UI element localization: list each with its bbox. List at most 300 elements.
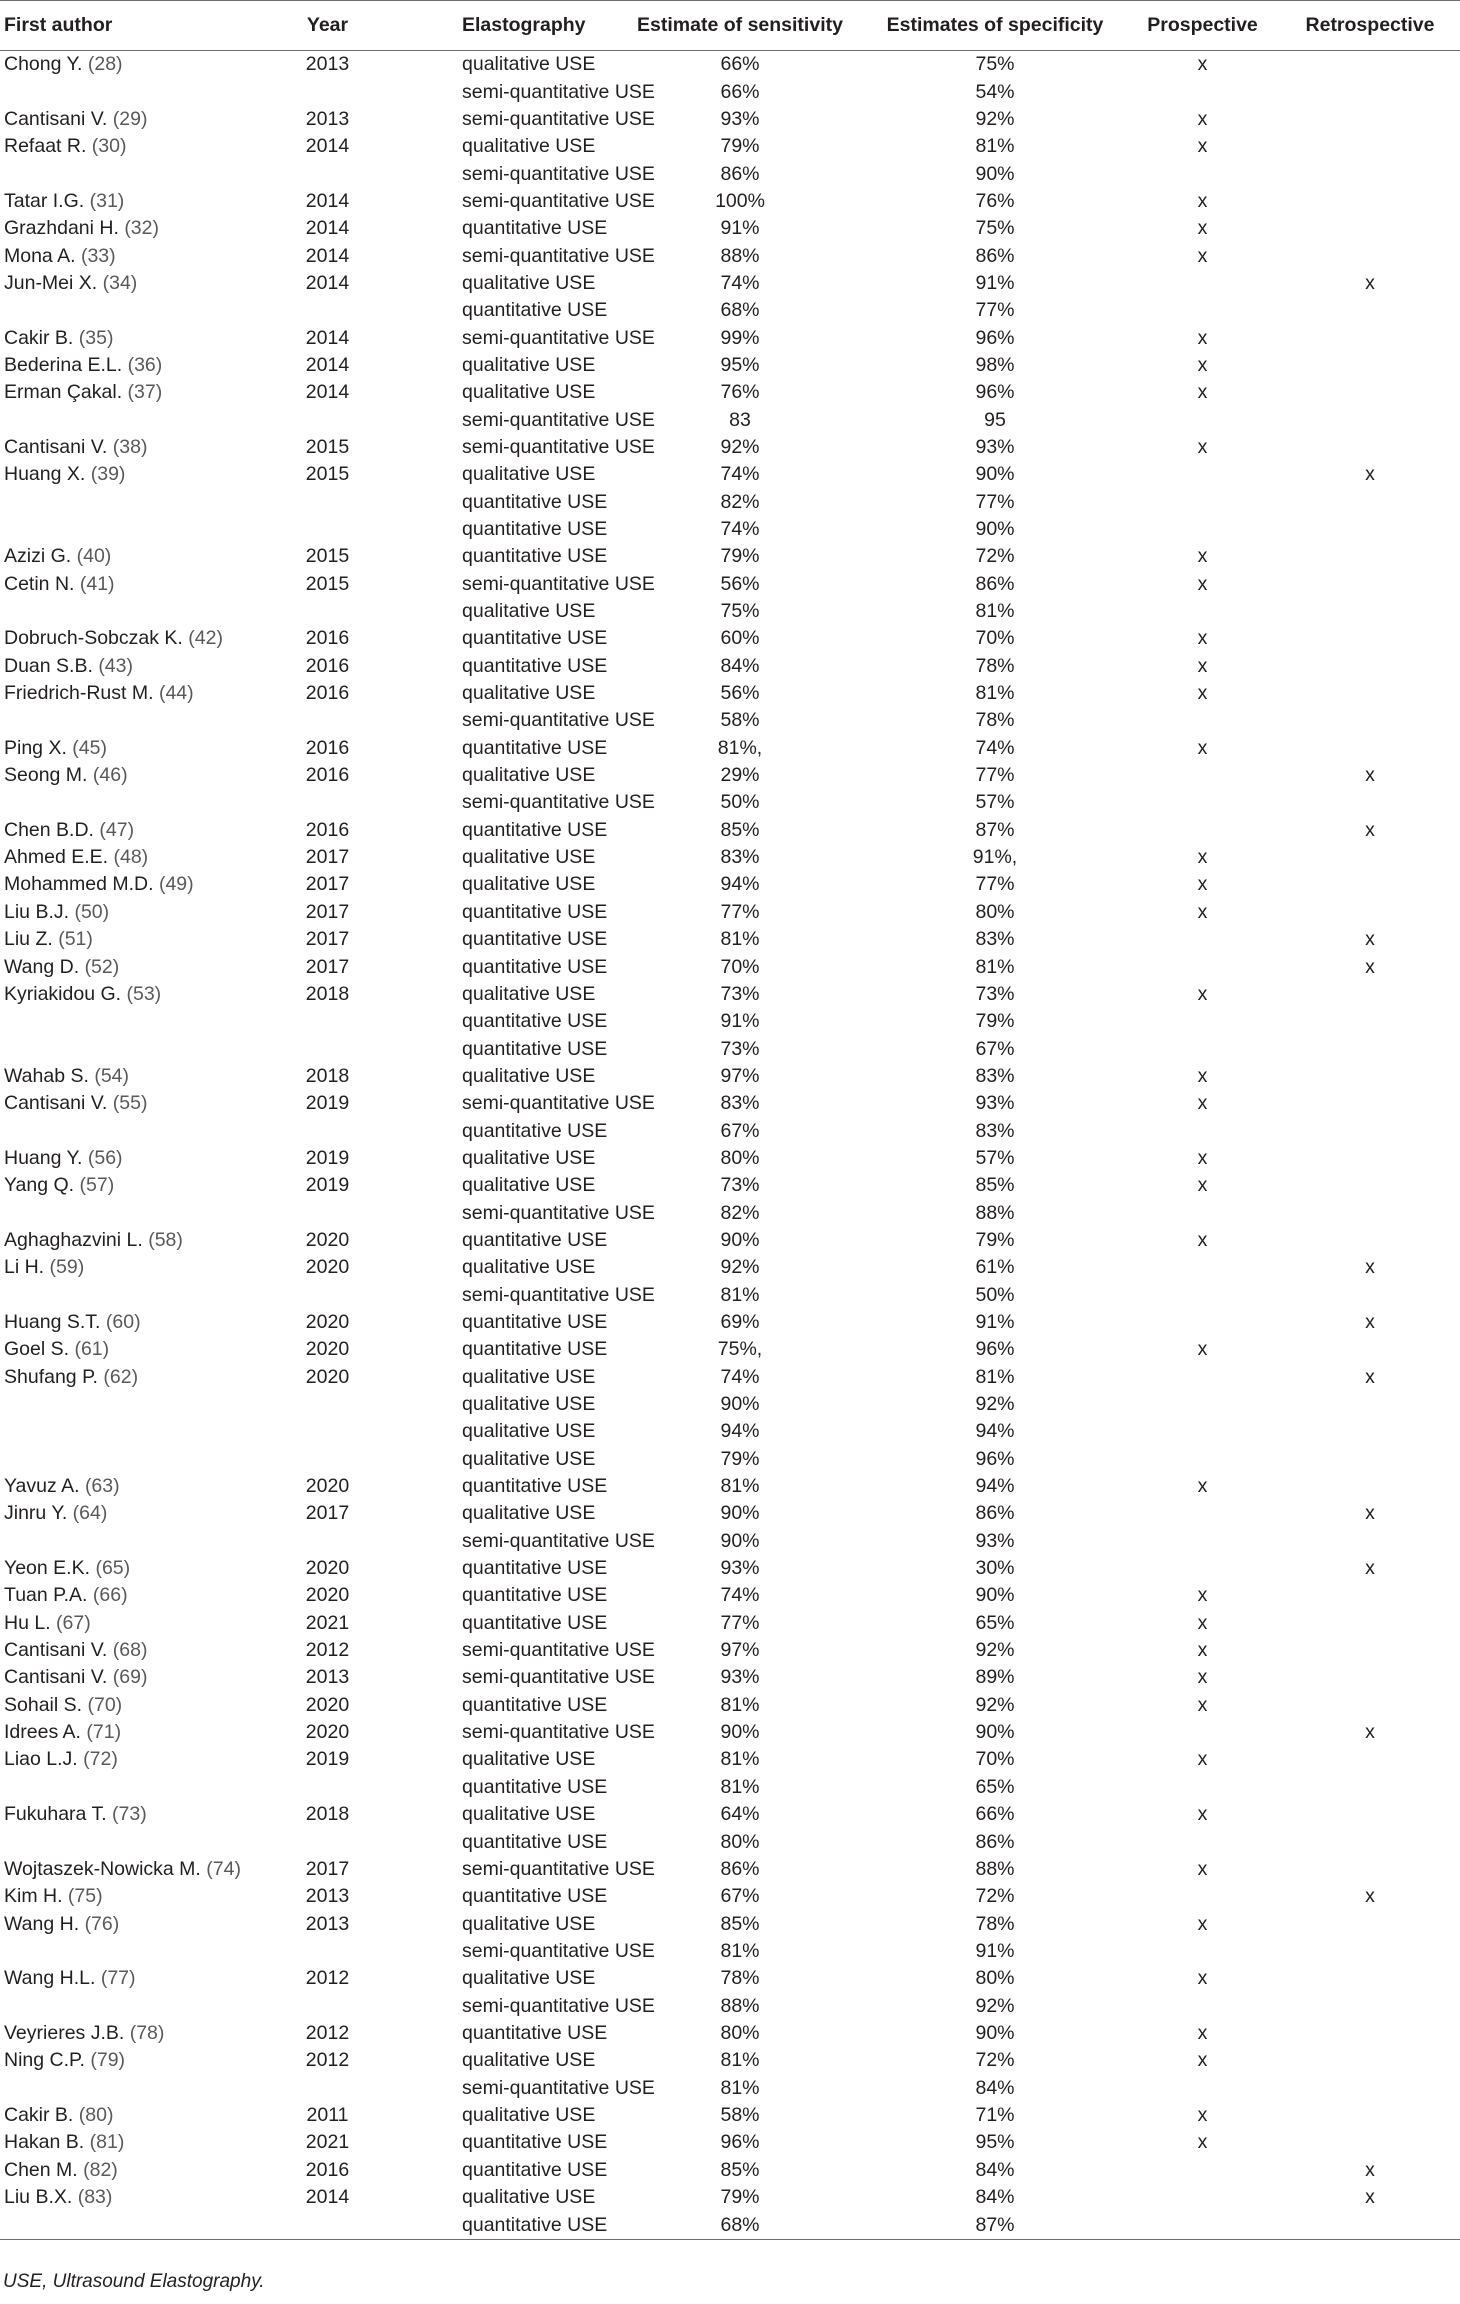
cell-retrospective — [1280, 1199, 1460, 1226]
cell-sensitivity: 66% — [720, 53, 760, 76]
author-name: Wang D. — [4, 955, 80, 978]
cell-author — [0, 762, 285, 789]
cell-author — [0, 1008, 285, 1035]
cell-specificity: 88% — [975, 1201, 1015, 1224]
cell-sensitivity: 76% — [720, 381, 760, 404]
table-row — [0, 762, 1460, 789]
author-name: Chen M. — [4, 2158, 78, 2181]
cell-retrospective — [1280, 78, 1460, 105]
cell-sensitivity: 86% — [720, 1857, 760, 1880]
cell-sensitivity: 90% — [720, 1393, 760, 1416]
cell-year: 2017 — [305, 900, 350, 923]
cell-author — [0, 51, 285, 79]
table-row — [0, 1746, 1460, 1773]
cell-prospective: x — [1197, 1857, 1208, 1880]
cell-author — [0, 1719, 285, 1746]
cell-author — [0, 352, 285, 379]
cell-prospective: x — [1197, 326, 1208, 349]
cell-year: 2016 — [305, 2158, 350, 2181]
cell-year: 2016 — [305, 818, 350, 841]
table-row — [0, 1364, 1460, 1391]
cell-specificity: 61% — [975, 1256, 1015, 1279]
cell-author — [0, 242, 285, 269]
cell-retrospective — [1280, 1582, 1460, 1609]
cell-author — [0, 2102, 285, 2129]
table-row — [0, 1719, 1460, 1746]
table-row — [0, 926, 1460, 953]
cell-specificity: 92% — [975, 1639, 1015, 1662]
cell-retrospective — [1280, 981, 1460, 1008]
cell-author — [0, 133, 285, 160]
table-row — [0, 1473, 1460, 1500]
cell-sensitivity: 91% — [720, 1010, 760, 1033]
cell-sensitivity: 73% — [720, 982, 760, 1005]
author-name: Liao L.J. — [4, 1748, 78, 1771]
table-row — [0, 1035, 1460, 1062]
cell-year: 2016 — [305, 736, 350, 759]
cell-sensitivity: 81% — [720, 2049, 760, 2072]
author-reference: (65) — [95, 1557, 131, 1580]
cell-specificity: 71% — [975, 2103, 1015, 2126]
cell-author — [0, 1774, 285, 1801]
cell-retrospective — [1280, 1856, 1460, 1883]
cell-author — [0, 1582, 285, 1609]
author-reference: (29) — [112, 107, 148, 130]
cell-elastography: qualitative USE — [462, 873, 596, 896]
cell-elastography: semi-quantitative USE — [462, 244, 655, 267]
cell-year: 2018 — [305, 1064, 350, 1087]
cell-year: 2020 — [305, 1721, 350, 1744]
table-row — [0, 2184, 1460, 2211]
cell-year: 2017 — [305, 1502, 350, 1525]
cell-sensitivity: 97% — [720, 1064, 760, 1087]
cell-prospective — [1125, 1281, 1280, 1308]
cell-author — [0, 1309, 285, 1336]
cell-elastography: quantitative USE — [462, 1830, 608, 1853]
header-sensitivity: Estimate of sensitivity — [615, 1, 865, 51]
cell-elastography: quantitative USE — [462, 2131, 608, 2154]
header-retrospective: Retrospective — [1280, 1, 1460, 51]
cell-retrospective — [1280, 1090, 1460, 1117]
cell-sensitivity: 81%, — [717, 736, 763, 759]
cell-sensitivity: 70% — [720, 955, 760, 978]
cell-retrospective — [1280, 1446, 1460, 1473]
header-year: Year — [285, 1, 370, 51]
cell-retrospective — [1280, 1828, 1460, 1855]
author-reference: (58) — [148, 1228, 183, 1251]
cell-prospective — [1125, 406, 1280, 433]
cell-author — [0, 1063, 285, 1090]
cell-prospective — [1125, 2074, 1280, 2101]
cell-year: 2014 — [305, 189, 350, 212]
cell-year — [285, 1774, 370, 1801]
cell-author — [0, 379, 285, 406]
cell-sensitivity: 93% — [720, 1557, 760, 1580]
cell-sensitivity: 81% — [720, 1748, 760, 1771]
cell-specificity: 86% — [975, 1830, 1015, 1853]
author-name: Refaat R. — [4, 135, 87, 158]
cell-author — [0, 1145, 285, 1172]
author-reference: (78) — [129, 2021, 165, 2044]
author-reference: (30) — [91, 135, 127, 158]
cell-prospective: x — [1197, 873, 1208, 896]
cell-retrospective: x — [1365, 463, 1375, 486]
cell-sensitivity: 81% — [720, 1693, 760, 1716]
cell-author — [0, 1856, 285, 1883]
author-name: Cetin N. — [4, 572, 75, 595]
author-name: Chong Y. — [4, 53, 83, 76]
cell-specificity: 86% — [975, 1502, 1015, 1525]
cell-elastography: quantitative USE — [462, 217, 608, 240]
cell-retrospective: x — [1365, 271, 1375, 294]
author-reference: (35) — [78, 326, 114, 349]
cell-prospective — [1125, 1254, 1280, 1281]
table-row — [0, 1637, 1460, 1664]
cell-elastography: semi-quantitative USE — [462, 1994, 655, 2017]
cell-prospective — [1125, 1555, 1280, 1582]
author-reference: (77) — [100, 1967, 136, 1990]
table-row — [0, 871, 1460, 898]
cell-year: 2014 — [305, 135, 350, 158]
cell-retrospective — [1280, 571, 1460, 598]
author-reference: (74) — [206, 1857, 241, 1880]
cell-year: 2012 — [305, 2049, 350, 2072]
cell-specificity: 93% — [975, 435, 1015, 458]
cell-prospective — [1125, 516, 1280, 543]
cell-specificity: 90% — [975, 1584, 1015, 1607]
cell-retrospective — [1280, 1910, 1460, 1937]
cell-elastography: semi-quantitative USE — [462, 80, 655, 103]
cell-specificity: 54% — [975, 80, 1015, 103]
table-row — [0, 215, 1460, 242]
cell-sensitivity: 81% — [720, 928, 760, 951]
cell-year — [285, 1992, 370, 2019]
author-reference: (51) — [58, 928, 93, 951]
cell-specificity: 96% — [975, 326, 1015, 349]
cell-elastography: quantitative USE — [462, 900, 608, 923]
cell-retrospective — [1280, 1965, 1460, 1992]
table-row — [0, 352, 1460, 379]
cell-year — [285, 1199, 370, 1226]
author-name: Huang Y. — [4, 1146, 83, 1169]
author-reference: (41) — [79, 572, 115, 595]
author-name: Liu B.J. — [4, 900, 70, 923]
cell-author — [0, 1992, 285, 2019]
cell-retrospective — [1280, 1473, 1460, 1500]
cell-specificity: 81% — [975, 600, 1015, 623]
cell-retrospective — [1280, 543, 1460, 570]
cell-prospective: x — [1197, 900, 1208, 923]
cell-elastography: qualitative USE — [462, 1420, 596, 1443]
cell-retrospective — [1280, 598, 1460, 625]
cell-elastography: semi-quantitative USE — [462, 791, 655, 814]
cell-retrospective — [1280, 735, 1460, 762]
cell-year: 2014 — [305, 2185, 350, 2208]
cell-prospective: x — [1197, 1064, 1208, 1087]
cell-retrospective — [1280, 516, 1460, 543]
cell-specificity: 78% — [975, 709, 1015, 732]
author-name: Erman Çakal. — [4, 381, 123, 404]
table-row — [0, 1281, 1460, 1308]
author-reference: (54) — [94, 1064, 130, 1087]
cell-specificity: 78% — [975, 654, 1015, 677]
table-row — [0, 270, 1460, 297]
cell-retrospective — [1280, 1172, 1460, 1199]
table-row — [0, 1117, 1460, 1144]
author-name: Azizi G. — [4, 545, 72, 568]
author-name: Liu Z. — [4, 928, 53, 951]
cell-author — [0, 1364, 285, 1391]
cell-year — [285, 297, 370, 324]
table-row — [0, 1008, 1460, 1035]
cell-elastography: quantitative USE — [462, 1037, 608, 1060]
cell-year: 2017 — [305, 846, 350, 869]
author-name: Wojtaszek-Nowicka M. — [4, 1857, 201, 1880]
cell-specificity: 90% — [975, 463, 1015, 486]
author-reference: (42) — [188, 627, 223, 650]
author-name: Ahmed E.E. — [4, 846, 109, 869]
cell-year — [285, 1008, 370, 1035]
cell-author — [0, 1446, 285, 1473]
cell-year: 2013 — [305, 53, 350, 76]
cell-year: 2020 — [305, 1693, 350, 1716]
cell-year: 2012 — [305, 1967, 350, 1990]
cell-specificity: 83% — [975, 1119, 1015, 1142]
cell-prospective — [1125, 1446, 1280, 1473]
cell-sensitivity: 79% — [720, 2185, 760, 2208]
author-name: Huang X. — [4, 463, 86, 486]
cell-elastography: qualitative USE — [462, 1393, 596, 1416]
cell-elastography: quantitative USE — [462, 955, 608, 978]
cell-elastography: quantitative USE — [462, 2021, 608, 2044]
cell-elastography: semi-quantitative USE — [462, 1721, 655, 1744]
author-name: Ning C.P. — [4, 2049, 85, 2072]
author-name: Cantisani V. — [4, 435, 108, 458]
cell-specificity: 85% — [975, 1174, 1015, 1197]
cell-elastography: qualitative USE — [462, 135, 596, 158]
cell-year: 2019 — [305, 1174, 350, 1197]
cell-prospective: x — [1197, 1228, 1208, 1251]
cell-sensitivity: 73% — [720, 1174, 760, 1197]
cell-sensitivity: 74% — [720, 463, 760, 486]
cell-year — [285, 489, 370, 516]
cell-prospective — [1125, 1008, 1280, 1035]
cell-elastography: qualitative USE — [462, 463, 596, 486]
cell-specificity: 90% — [975, 1721, 1015, 1744]
cell-specificity: 72% — [975, 2049, 1015, 2072]
cell-elastography: semi-quantitative USE — [462, 1857, 655, 1880]
cell-retrospective — [1280, 844, 1460, 871]
table-row — [0, 1528, 1460, 1555]
cell-elastography: semi-quantitative USE — [462, 408, 655, 431]
author-reference: (53) — [126, 982, 162, 1005]
cell-elastography: quantitative USE — [462, 490, 608, 513]
author-name: Yeon E.K. — [4, 1557, 91, 1580]
cell-year — [285, 516, 370, 543]
cell-retrospective — [1280, 1145, 1460, 1172]
cell-specificity: 57% — [975, 1146, 1015, 1169]
cell-year — [285, 1035, 370, 1062]
cell-prospective — [1125, 1117, 1280, 1144]
author-name: Bederina E.L. — [4, 353, 123, 376]
cell-specificity: 91%, — [972, 846, 1018, 869]
cell-retrospective — [1280, 1117, 1460, 1144]
cell-elastography: quantitative USE — [462, 1338, 608, 1361]
table-row — [0, 2047, 1460, 2074]
cell-sensitivity: 96% — [720, 2131, 760, 2154]
table-row — [0, 953, 1460, 980]
cell-year: 2016 — [305, 682, 350, 705]
author-name: Friedrich-Rust M. — [4, 682, 154, 705]
cell-retrospective — [1280, 1692, 1460, 1719]
cell-retrospective — [1280, 406, 1460, 433]
cell-year — [285, 2211, 370, 2240]
table-row — [0, 1582, 1460, 1609]
cell-elastography: semi-quantitative USE — [462, 709, 655, 732]
table-row — [0, 489, 1460, 516]
cell-author — [0, 844, 285, 871]
cell-prospective — [1125, 2211, 1280, 2240]
cell-specificity: 88% — [975, 1857, 1015, 1880]
cell-prospective: x — [1197, 572, 1208, 595]
cell-retrospective — [1280, 680, 1460, 707]
cell-prospective: x — [1197, 1748, 1208, 1771]
cell-elastography: quantitative USE — [462, 928, 608, 951]
cell-sensitivity: 92% — [720, 435, 760, 458]
cell-elastography: qualitative USE — [462, 271, 596, 294]
header-specificity: Estimates of specificity — [865, 1, 1125, 51]
cell-author — [0, 489, 285, 516]
cell-year — [285, 78, 370, 105]
cell-prospective: x — [1197, 1146, 1208, 1169]
cell-author — [0, 1035, 285, 1062]
cell-sensitivity: 81% — [720, 1775, 760, 1798]
author-reference: (50) — [74, 900, 110, 923]
cell-sensitivity: 83% — [720, 1092, 760, 1115]
table-row — [0, 2156, 1460, 2183]
cell-author — [0, 735, 285, 762]
cell-author — [0, 1473, 285, 1500]
author-name: Shufang P. — [4, 1365, 98, 1388]
cell-prospective: x — [1197, 107, 1208, 130]
cell-retrospective — [1280, 1391, 1460, 1418]
cell-prospective: x — [1197, 1912, 1208, 1935]
table-row — [0, 242, 1460, 269]
cell-author — [0, 188, 285, 215]
cell-elastography: qualitative USE — [462, 1447, 596, 1470]
cell-elastography: semi-quantitative USE — [462, 1201, 655, 1224]
cell-sensitivity: 94% — [720, 1420, 760, 1443]
table-row — [0, 1938, 1460, 1965]
cell-author — [0, 1555, 285, 1582]
cell-year — [285, 707, 370, 734]
cell-prospective — [1125, 817, 1280, 844]
cell-sensitivity: 88% — [720, 1994, 760, 2017]
cell-year — [285, 2074, 370, 2101]
cell-sensitivity: 77% — [720, 900, 760, 923]
cell-sensitivity: 77% — [720, 1611, 760, 1634]
author-reference: (36) — [127, 353, 163, 376]
cell-specificity: 92% — [975, 1393, 1015, 1416]
author-reference: (66) — [92, 1584, 128, 1607]
cell-elastography: quantitative USE — [462, 627, 608, 650]
author-reference: (37) — [127, 381, 163, 404]
table-row — [0, 188, 1460, 215]
cell-prospective: x — [1197, 1666, 1208, 1689]
cell-sensitivity: 81% — [720, 1475, 760, 1498]
table-row — [0, 789, 1460, 816]
cell-specificity: 72% — [975, 1885, 1015, 1908]
cell-author — [0, 1828, 285, 1855]
author-name: Cakir B. — [4, 2103, 74, 2126]
cell-year: 2018 — [305, 1803, 350, 1826]
table-row — [0, 817, 1460, 844]
cell-year: 2011 — [306, 2103, 349, 2126]
author-name: Mohammed M.D. — [4, 873, 154, 896]
cell-prospective — [1125, 953, 1280, 980]
author-reference: (69) — [112, 1666, 148, 1689]
table-row — [0, 1910, 1460, 1937]
author-name: Wang H.L. — [4, 1967, 96, 1990]
cell-sensitivity: 75% — [720, 600, 760, 623]
cell-specificity: 77% — [975, 490, 1015, 513]
cell-year: 2020 — [305, 1310, 350, 1333]
author-name: Cantisani V. — [4, 1092, 108, 1115]
table-row — [0, 1090, 1460, 1117]
cell-retrospective — [1280, 188, 1460, 215]
cell-author — [0, 215, 285, 242]
cell-sensitivity: 94% — [720, 873, 760, 896]
cell-author — [0, 2129, 285, 2156]
table-row — [0, 1856, 1460, 1883]
table-row — [0, 899, 1460, 926]
cell-author — [0, 1227, 285, 1254]
cell-specificity: 78% — [975, 1912, 1015, 1935]
cell-prospective: x — [1197, 982, 1208, 1005]
cell-sensitivity: 85% — [720, 1912, 760, 1935]
table-row — [0, 981, 1460, 1008]
author-reference: (63) — [84, 1475, 120, 1498]
cell-prospective — [1125, 926, 1280, 953]
cell-prospective: x — [1197, 545, 1208, 568]
cell-year: 2013 — [305, 1885, 350, 1908]
cell-elastography: quantitative USE — [462, 1228, 608, 1251]
cell-author — [0, 1391, 285, 1418]
table-row — [0, 1391, 1460, 1418]
author-reference: (83) — [77, 2185, 113, 2208]
author-name: Jun-Mei X. — [4, 271, 98, 294]
cell-year — [285, 1391, 370, 1418]
cell-prospective: x — [1197, 435, 1208, 458]
cell-specificity: 90% — [975, 2021, 1015, 2044]
cell-prospective: x — [1197, 1693, 1208, 1716]
cell-prospective: x — [1197, 627, 1208, 650]
cell-specificity: 76% — [975, 189, 1015, 212]
cell-sensitivity: 82% — [720, 1201, 760, 1224]
cell-author — [0, 297, 285, 324]
cell-year: 2014 — [305, 217, 350, 240]
cell-prospective: x — [1197, 2021, 1208, 2044]
cell-sensitivity: 66% — [720, 80, 760, 103]
author-reference: (47) — [99, 818, 135, 841]
author-reference: (61) — [74, 1338, 110, 1361]
author-name: Hakan B. — [4, 2131, 85, 2154]
author-name: Seong M. — [4, 764, 88, 787]
cell-author — [0, 1090, 285, 1117]
table-row — [0, 1610, 1460, 1637]
cell-prospective — [1125, 1418, 1280, 1445]
author-name: Huang S.T. — [4, 1310, 101, 1333]
